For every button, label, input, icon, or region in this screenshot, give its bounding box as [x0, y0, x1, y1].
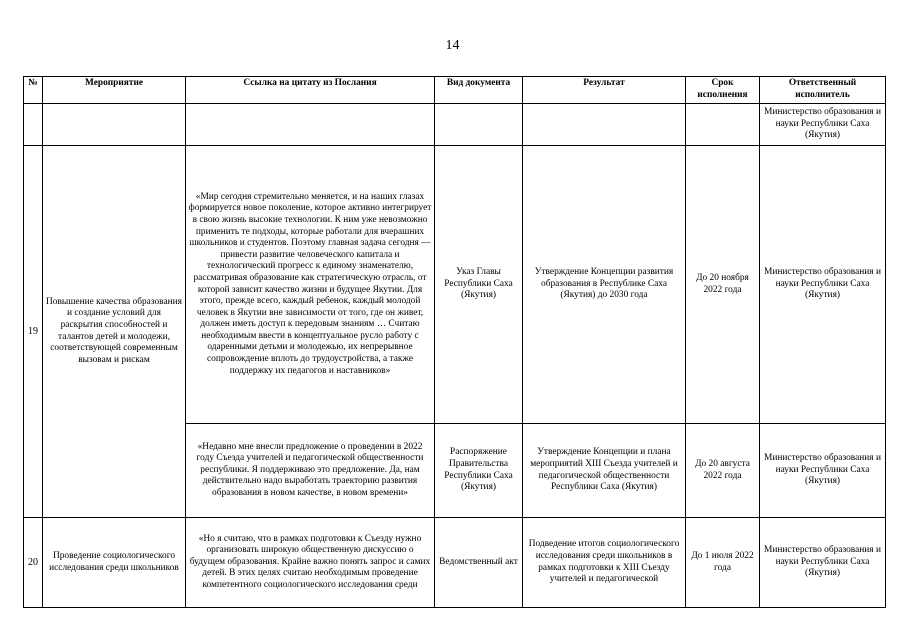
document-type-cell: Указ Главы Республики Саха (Якутия) [435, 146, 523, 424]
deadline-cell [686, 104, 760, 146]
quote-cell [186, 104, 435, 146]
page-number: 14 [445, 38, 460, 53]
header-executor: Ответственный исполнитель [760, 77, 886, 104]
executor-cell: Министерство образования и науки Республики Саха (Якутия) [760, 146, 886, 424]
row-number: 19 [24, 146, 43, 518]
header-result: Результат [523, 77, 686, 104]
event-cell [43, 104, 186, 146]
quote-cell: «Недавно мне внесли предложение о проведении в 2022 году Съезда учителей и педагогической общественности республики. Я поддерживаю это предложение. Да, нам действительно надо выработать траекторию развития образования в новом качестве, в новом времени» [186, 424, 435, 518]
document-type-cell: Распоряжение Правительства Республики Саха (Якутия) [435, 424, 523, 518]
executor-cell: Министерство образования и науки Республики Саха (Якутия) [760, 424, 886, 518]
row-number [24, 104, 43, 146]
row-number: 20 [24, 518, 43, 608]
table-row [24, 146, 886, 424]
measures-table [23, 76, 886, 608]
header-deadline: Срок исполнения [686, 77, 760, 104]
header-document-type: Вид документа [435, 77, 523, 104]
deadline-cell: До 1 июля 2022 года [686, 518, 760, 608]
header-quote: Ссылка на цитату из Послания [186, 77, 435, 104]
document-type-cell: Ведомственный акт [435, 518, 523, 608]
result-cell [523, 104, 686, 146]
executor-cell: Министерство образования и науки Республики Саха (Якутия) [760, 518, 886, 608]
deadline-cell: До 20 ноября 2022 года [686, 146, 760, 424]
header-event: Мероприятие [43, 77, 186, 104]
deadline-cell: До 20 августа 2022 года [686, 424, 760, 518]
quote-cell: «Мир сегодня стремительно меняется, и на наших глазах формируется новое поколение, которое активно интегрирует в свою жизнь высокие технологии. К ним уже невозможно применить те подходы, которые работали для вчерашних школьников и студентов. Поэтому главная задача сегодня — привести развитие человеческого капитала и технологический прогресс к единому знаменателю, рассматривая образование как стратегическую отрасль, от которой зависит качество жизни и будущее Якутии. Для этого, прежде всего, каждый ребенок, каждый молодой человек в Якутии вне зависимости от того, где он живет, должен иметь доступ к передовым знаниям … Считаю необходимым ввести в концептуальное русло работу с одаренными детьми и молодежью, их непрерывное сопровождение вплоть до трудоустройства, а также поддержку их педагогов и наставников» [186, 146, 435, 424]
table-row [24, 518, 886, 608]
event-cell: Повышение качества образования и создание условий для раскрытия способностей и талантов детей и молодежи, соответствующей современным вызовам и рискам [43, 146, 186, 518]
table-row [24, 104, 886, 146]
table-header-row [24, 77, 886, 104]
event-cell: Проведение социологического исследования среди школьников [43, 518, 186, 608]
result-cell: Утверждение Концепции развития образования в Республике Саха (Якутия) до 2030 года [523, 146, 686, 424]
executor-cell: Министерство образования и науки Республики Саха (Якутия) [760, 104, 886, 146]
header-number: № [24, 77, 43, 104]
quote-cell: «Но я считаю, что в рамках подготовки к Съезду нужно организовать широкую общественную дискуссию о будущем образования. Крайне важно понять запрос и самих детей. В этих целях считаю необходимым проведение компетентного социологического исследования среди [186, 518, 435, 608]
result-cell: Подведение итогов социологического исследования среди школьников в рамках подготовки к XIII Съезду учителей и педагогической [523, 518, 686, 608]
document-type-cell [435, 104, 523, 146]
result-cell: Утверждение Концепции и плана мероприятий XIII Съезда учителей и педагогической общественности Республики Саха (Якутия) [523, 424, 686, 518]
